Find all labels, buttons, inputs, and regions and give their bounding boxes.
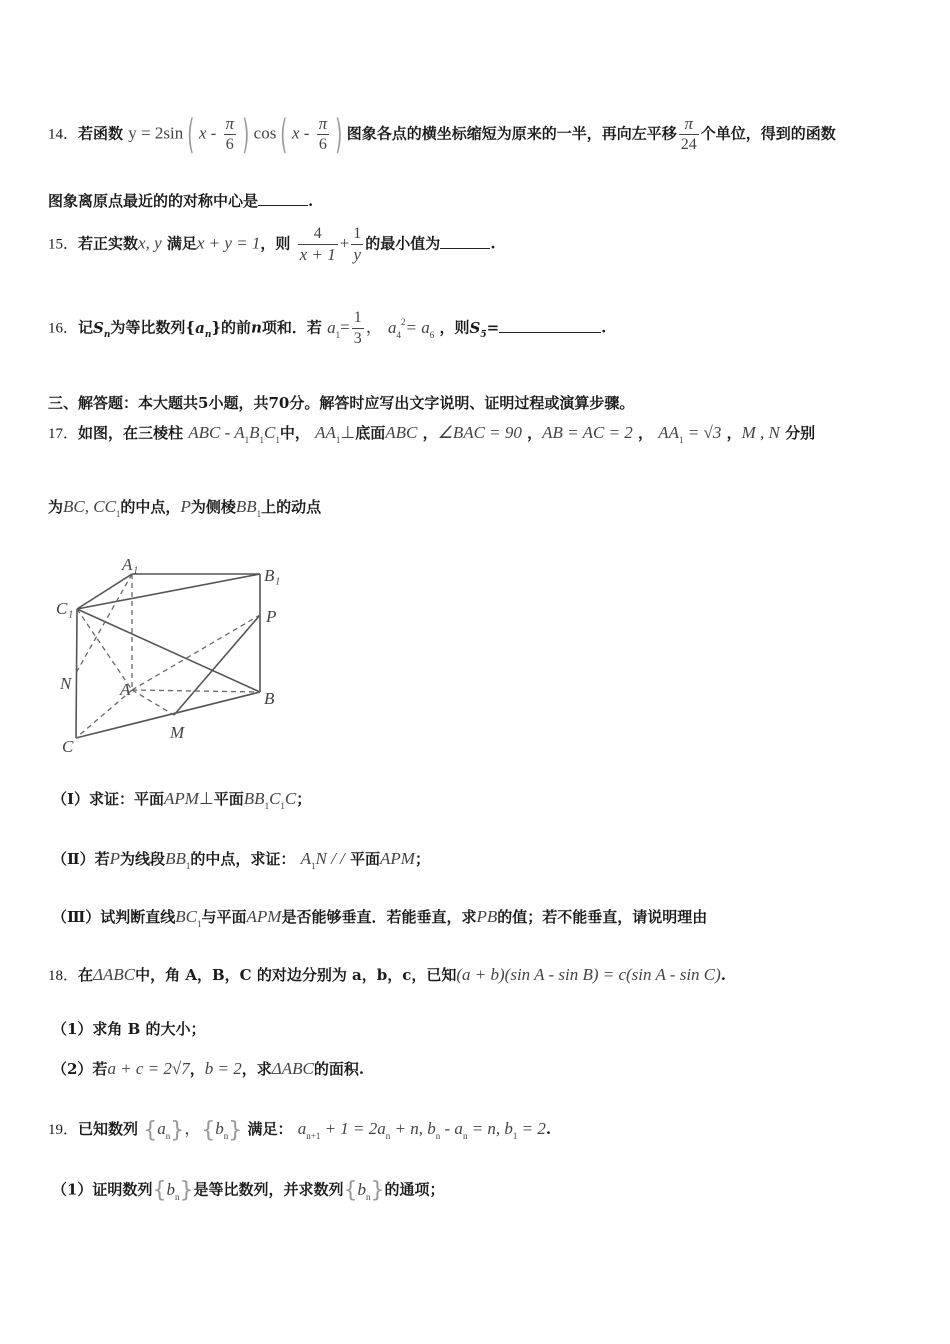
q17-p3-mid2: 是否能够垂直．若能垂直，求 (281, 908, 477, 926)
q17-bb1: $BB_1$ (235, 497, 262, 519)
q14-x-minus-1: x - (198, 123, 217, 143)
q15-g-num: 1 (353, 225, 362, 242)
q14-line2-text: 图象离原点最近的的对称中心是 (48, 192, 259, 210)
q17-line1 (48, 422, 815, 445)
q14-pi-a: π (225, 114, 235, 133)
q19-brace-close-a: } (170, 1117, 185, 1143)
q18-p2c: 的面积. (313, 1060, 365, 1078)
q14-line2 (48, 190, 313, 211)
q18-tri2: ΔABC (271, 1059, 314, 1078)
q14-paren-open: ( (187, 111, 195, 158)
q16-text4: 项和．若 (261, 318, 322, 337)
q17-p2-mid: 为线段 (120, 850, 166, 868)
q14-24: 24 (680, 136, 697, 153)
q15-vars: x, y (138, 233, 162, 253)
q19-p1-brace-open-2: { (343, 1178, 358, 1203)
q16-n: n (251, 318, 262, 337)
q17-p3-bc1: $BC_1$ (175, 907, 202, 929)
q17-p1-end: ； (296, 790, 312, 808)
q17-p3-apm: APM (246, 907, 282, 926)
q17-line2 (48, 496, 321, 519)
q15-text2: 满足 (166, 234, 197, 253)
label-C: C (62, 737, 74, 752)
q15-text1: 若正实数 (78, 234, 139, 253)
q16-Sn: $S_n$ (93, 318, 111, 340)
label-M: M (170, 723, 185, 742)
q17-p1-bb1c1c: $BB_1C_1C$ (243, 789, 297, 811)
q19-bn: $b_n$ (215, 1119, 229, 1141)
q16-end: . (601, 318, 607, 337)
q16-line (48, 308, 606, 349)
q16-text5: ，则 (439, 318, 470, 337)
q17-text3: 底面 (355, 424, 386, 442)
q14-formula-y: y = 2sin (128, 123, 184, 143)
q19-sep: ， (184, 1119, 202, 1138)
q18-end: . (720, 966, 727, 984)
q17-text6: ， (638, 424, 654, 442)
q19-brace-open-a: { (143, 1117, 158, 1143)
q18-p2a: （2）若 (52, 1060, 108, 1078)
q16-eq: = (340, 317, 350, 337)
q19-text1: 已知数列 (78, 1120, 139, 1138)
q18-p2b: ，求 (241, 1060, 272, 1078)
q17-text5: ， (527, 424, 543, 442)
q16-answer-blank (499, 319, 601, 333)
label-C1: C₁ (56, 599, 74, 618)
q16-S5: $S_5$ (469, 318, 487, 340)
q18-text1: 在 (78, 966, 94, 984)
q17-p1-label: （Ⅰ）求证：平面 (52, 790, 165, 808)
q17-l2a: 为 (48, 498, 64, 516)
q15-frac2 (351, 224, 363, 265)
q15-number: 15． (48, 236, 79, 253)
q19-p1-bn-2: $b_n$ (357, 1179, 371, 1202)
q15-answer-blank (440, 235, 490, 249)
q17-text8: 分别 (785, 424, 816, 442)
q18-equation: (a + b)(sin A - sin B) = c(sin A - sin C) (456, 965, 721, 984)
q17-perp: ⊥ (340, 423, 356, 442)
q18-comma: ， (189, 1060, 205, 1078)
q17-p1-perp: ⊥ (198, 789, 214, 808)
edge-A-P (132, 615, 260, 690)
q19-brace-close-b: } (228, 1117, 243, 1143)
label-A1: A₁ (122, 555, 139, 574)
q16-frac-den: 3 (353, 330, 362, 347)
q17-p2-mid2: 的中点，求证： (190, 850, 296, 868)
q17-p3-pb: PB (476, 907, 498, 926)
q19-an: $a_n$ (157, 1119, 171, 1141)
q17-aa1: $AA_1$ (315, 423, 341, 445)
q19-p1-brace-open-1: { (152, 1178, 167, 1203)
q18-b2: b = 2 (204, 1059, 242, 1078)
q19-relation: $a_{n+1} + 1 = 2a_n + n$, $b_n - a_n = n$, $b_1 = 2$ (297, 1119, 546, 1141)
q17-p2-a1n: $A_1N$ / / (300, 849, 345, 871)
q15-line (48, 224, 496, 265)
q19-p1c: 的通项； (384, 1180, 445, 1199)
q17-p2-end: ； (414, 850, 430, 868)
q14-x-minus-2: x - (291, 123, 310, 143)
q17-part2 (52, 848, 430, 871)
q19-p1a: （1）证明数列 (52, 1180, 153, 1199)
edge-A1-N (76, 574, 132, 673)
q15-f-num: 4 (313, 225, 322, 242)
q17-l2b: 的中点， (120, 498, 181, 516)
q16-an: $a_n$ (195, 318, 212, 340)
q17-angle: ∠BAC = 90 (437, 423, 522, 442)
q16-frac-num: 1 (353, 309, 362, 326)
q17-prism: ABC - $A_1B_1C_1$ (188, 423, 280, 445)
q15-frac1 (298, 224, 338, 265)
q19-brace-open-b: { (201, 1117, 216, 1143)
q19-p1-bn-1: $b_n$ (166, 1179, 180, 1202)
q17-p2-apm: APM (380, 849, 415, 868)
label-P: P (266, 607, 277, 626)
q14-frac-pi24 (679, 114, 699, 155)
q14-end: . (308, 192, 314, 210)
edge-C1-C (76, 609, 77, 738)
q14-pi-b: π (318, 114, 328, 133)
q16-a4sq: $a_4^2$ (388, 316, 406, 340)
q17-bccc: BC, $CC_1$ (63, 497, 121, 519)
label-A: A (120, 680, 131, 699)
q19-number: 19． (48, 1122, 79, 1138)
q17-p3-end: 的值；若不能垂直，请说明理由 (497, 908, 708, 926)
q14-pi-c: π (684, 114, 694, 133)
q17-p2-label: （Ⅱ）若 (52, 850, 110, 868)
q17-number: 17． (48, 426, 79, 442)
q17-abac: AB = AC = 2 (542, 423, 633, 442)
label-N: N (60, 674, 72, 693)
q19-text2: 满足： (247, 1120, 293, 1138)
q14-six-b: 6 (317, 134, 330, 155)
q14-line1 (48, 111, 836, 158)
q17-mn: M , N (741, 423, 780, 442)
q16-comma: ， (365, 317, 383, 337)
q18-number: 18． (48, 968, 79, 984)
q17-p1-mid: 平面 (213, 790, 244, 808)
q14-frac-pi6-a (224, 114, 237, 155)
q18-line (48, 964, 726, 985)
q17-text7: ， (726, 424, 742, 442)
q17-l2d: 上的动点 (261, 498, 322, 516)
q15-text3: ，则 (260, 234, 291, 253)
q15-end: . (490, 234, 496, 253)
q14-answer-blank (258, 192, 308, 206)
section-3-heading: 三、解答题：本大题共5小题，共70分。解答时应写出文字说明、证明过程或演算步骤。 (48, 394, 635, 412)
q18-part2 (52, 1058, 364, 1079)
q16-number: 16． (48, 320, 79, 337)
q17-p2-p: P (109, 849, 121, 868)
q15-g-den: y (351, 244, 363, 265)
q17-text2: 中， (279, 424, 310, 442)
q18-ac: a + c = 2√7 (107, 1059, 190, 1078)
q16-a1: $a_1$ (327, 317, 341, 340)
q16-text1: 记 (78, 318, 94, 337)
q19-part1 (52, 1178, 444, 1203)
edge-M-P (174, 615, 260, 715)
q16-text3: }的前 (211, 318, 252, 337)
q17-aa1-sqrt3: $AA_1 = √3$ (658, 423, 722, 445)
q19-line (48, 1114, 551, 1143)
q19-end: . (545, 1120, 552, 1138)
q14-text1: 若函数 (78, 124, 124, 143)
q16-text2: 为等比数列{ (110, 318, 196, 337)
q17-p2-plane: 平面 (350, 850, 381, 868)
q14-text2: 图象各点的横坐标缩短为原来的一半，再向左平移 (346, 124, 677, 143)
q14-paren-close: ) (242, 111, 250, 158)
q15-text4: 的最小值为 (365, 234, 441, 253)
q15-cond: x + y = 1 (196, 233, 261, 253)
q16-eq-a6: = $a_6$ (405, 317, 435, 340)
q14-frac-pi6-b (317, 114, 330, 155)
q17-text4: ， (422, 424, 438, 442)
q17-text1: 如图，在三棱柱 (78, 424, 184, 442)
q14-six-a: 6 (224, 134, 237, 155)
q14-paren-close2: ) (335, 111, 343, 158)
q17-part3 (52, 906, 707, 929)
q18-part1: （1）求角 B 的大小； (52, 1020, 206, 1038)
q17-abc: ABC (385, 423, 418, 442)
q17-part1 (52, 788, 311, 811)
q17-p2-bb1: $BB_1$ (165, 849, 191, 871)
q17-l2c: 为侧棱 (190, 498, 236, 516)
q15-plus: + (339, 233, 350, 253)
prism-solid-edges (76, 574, 260, 738)
vertex-labels (56, 555, 280, 752)
q17-p3-mid: 与平面 (201, 908, 247, 926)
q17-p1-apm: APM (164, 789, 199, 808)
q18-triangle: ΔABC (93, 965, 136, 984)
q19-p1-brace-close-1: } (179, 1178, 194, 1203)
q16-frac-1-3 (352, 308, 364, 349)
q19-p1b: 是等比数列，并求数列 (193, 1180, 344, 1199)
q17-p: P (180, 497, 191, 516)
label-B1: B₁ (264, 566, 281, 585)
q15-f-den: x + 1 (299, 245, 336, 264)
q17-p3-label: （Ⅲ）试判断直线 (52, 908, 176, 926)
label-B: B (264, 689, 275, 708)
edge-A-M (132, 690, 174, 715)
q14-cos: cos (253, 123, 277, 143)
q16-text6: = (486, 318, 500, 337)
q18-text2: 中，角 A，B，C 的对边分别为 a，b，c，已知 (135, 966, 457, 984)
prism-figure (52, 552, 292, 752)
q19-p1-brace-close-2: } (370, 1178, 385, 1203)
prism-hidden-edges (76, 574, 260, 738)
q14-text3: 个单位，得到的函数 (700, 124, 836, 143)
q14-paren-open2: ( (280, 111, 288, 158)
q14-number: 14． (48, 126, 79, 143)
